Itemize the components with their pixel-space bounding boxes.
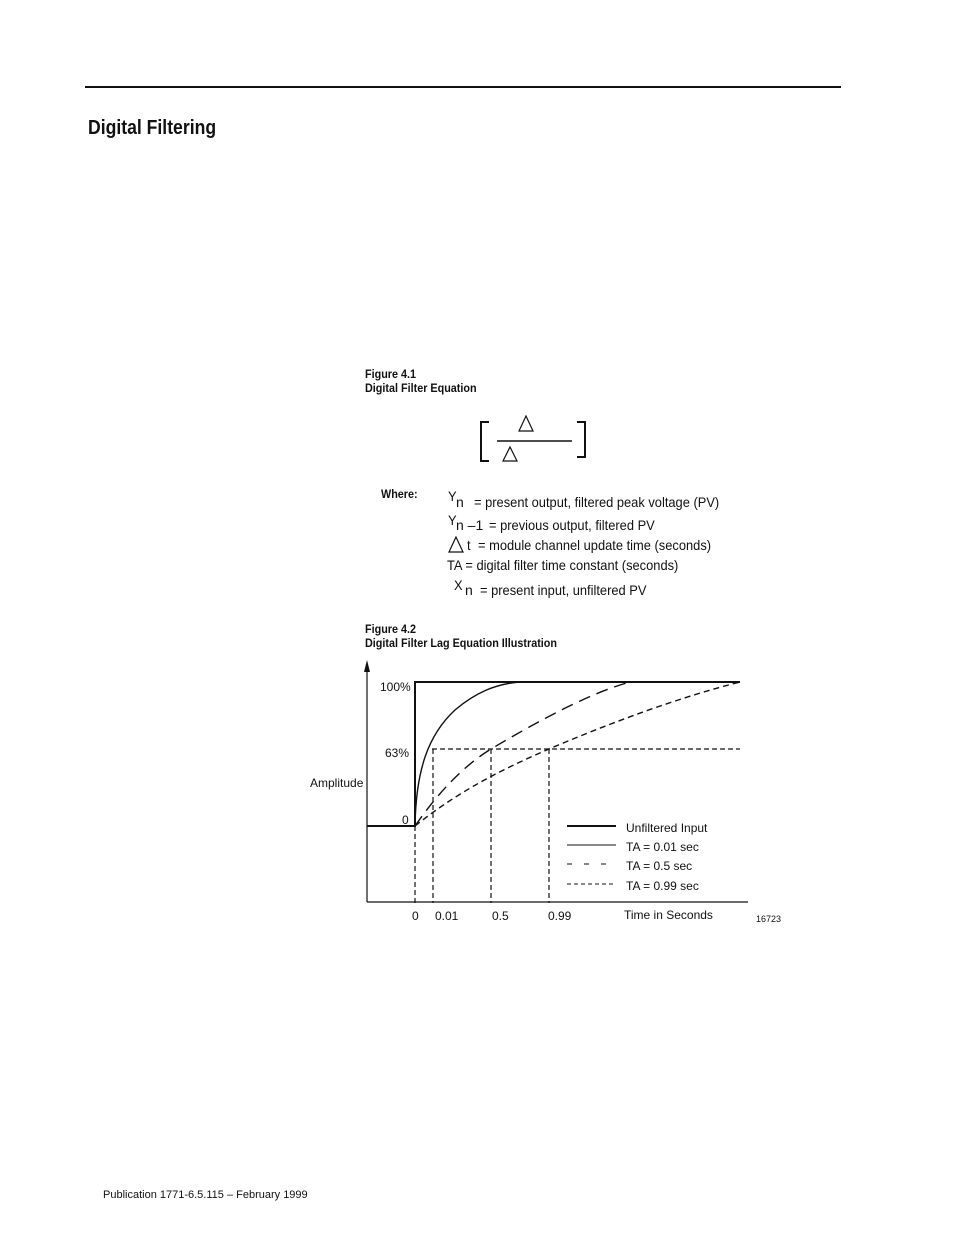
definition-text: = present output, filtered peak voltage (PV)	[474, 494, 720, 510]
definition-text: = present input, unfiltered PV	[480, 582, 647, 598]
figure-id: 16723	[756, 914, 782, 924]
x-axis-label: Time in Seconds	[624, 908, 713, 922]
subscript-n: n	[465, 582, 473, 598]
figure-1-caption: Digital Filter Equation	[365, 381, 477, 395]
y-axis-label: Amplitude	[310, 776, 364, 790]
legend-ta-0.5: TA = 0.5 sec	[626, 859, 693, 873]
x-tick-0.01: 0.01	[435, 909, 459, 923]
subscript-n: n	[456, 494, 464, 510]
x-tick-0: 0	[412, 909, 419, 923]
definition-text: = module channel update time (seconds)	[478, 537, 712, 553]
symbol-t: t	[467, 537, 471, 553]
series-unfiltered-input	[367, 682, 740, 826]
page-footer: Publication 1771-6.5.115 – February 1999	[103, 1189, 308, 1201]
definition-text: = previous output, filtered PV	[489, 517, 655, 533]
legend-unfiltered: Unfiltered Input	[626, 821, 708, 835]
where-label: Where:	[381, 487, 418, 501]
y-tick-63: 63%	[385, 746, 410, 760]
definition-text: TA = digital filter time constant (seconds)	[447, 557, 679, 573]
subscript-n-1: n –1	[456, 517, 484, 533]
series-ta-0.01	[415, 682, 740, 826]
page-title: Digital Filtering	[88, 117, 217, 139]
figure-1-number: Figure 4.1	[365, 367, 417, 381]
figure-2-caption: Digital Filter Lag Equation Illustration	[365, 636, 558, 650]
symbol-x: X	[454, 577, 463, 593]
x-tick-0.99: 0.99	[548, 909, 572, 923]
figure-2-number: Figure 4.2	[365, 622, 417, 636]
legend-ta-0.99: TA = 0.99 sec	[626, 879, 699, 893]
symbol-y: Y	[448, 488, 457, 504]
y-axis-arrow	[364, 660, 370, 672]
symbol-y: Y	[448, 512, 457, 528]
x-tick-0.5: 0.5	[492, 909, 509, 923]
y-tick-0: 0	[402, 813, 409, 827]
legend-ta-0.01: TA = 0.01 sec	[626, 840, 699, 854]
y-tick-100: 100%	[380, 680, 411, 694]
